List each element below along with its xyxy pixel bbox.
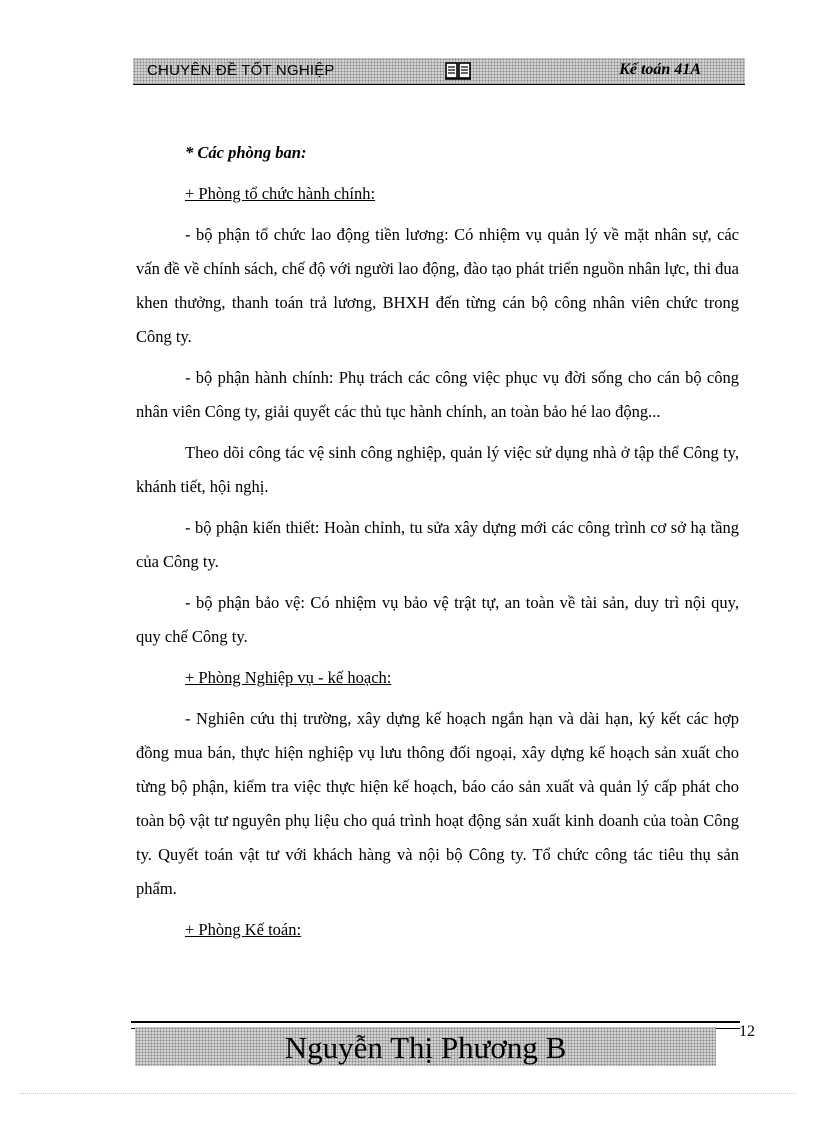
paragraph-security: - bộ phận bảo vệ: Có nhiệm vụ bảo vệ trật tự, an toàn về tài sản, duy trì nội quy, quy chế Công ty. (136, 593, 739, 646)
subheading-admin-department: + Phòng tổ chức hành chính: (185, 184, 376, 203)
paragraph-planning: - Nghiên cứu thị trường, xây dựng kế hoạch ngắn hạn và dài hạn, ký kết các hợp đồng mua bán, thực hiện nghiệp vụ lưu thông đối ngoại, xây dựng kế hoạch sản xuất cho từng bộ phận, kiểm tra việc thực hiện kế hoạch, báo cáo sản xuất và quản lý cấp phát cho toàn bộ vật tư nguyên phụ liệu cho quá trình hoạt động sản xuất kinh doanh của toàn Công ty. Quyết toán vật tư với khách hàng và nội bộ Công ty. Tổ chức công tác tiêu thụ sản phẩm. (136, 709, 739, 898)
author-name: Nguyễn Thị Phương B (284, 1030, 567, 1065)
header-class-label: Kế toán 41A (619, 61, 701, 78)
subheading-planning-department: + Phòng Nghiệp vụ - kế hoạch: (185, 668, 392, 687)
page-footer (135, 1027, 716, 1066)
page-header (133, 58, 745, 85)
paragraph-construction: - bộ phận kiến thiết: Hoàn chỉnh, tu sửa xây dựng mới các công trình cơ sở hạ tầng của Công ty. (136, 518, 739, 571)
page-bottom-divider (20, 1093, 796, 1094)
section-title: * Các phòng ban: (185, 143, 307, 162)
paragraph-labor-wages: - bộ phận tổ chức lao động tiền lương: Có nhiệm vụ quản lý về mặt nhân sự, các vấn đề về chính sách, chế độ với người lao động, đào tạo phát triển nguồn nhân lực, thi đua khen thưởng, thanh toán trả lương, BHXH đến từng cán bộ công nhân viên chức trong Công ty. (136, 225, 739, 346)
document-body (136, 136, 739, 954)
paragraph-sanitation: Theo dõi công tác vệ sinh công nghiệp, quản lý việc sử dụng nhà ở tập thể Công ty, khánh tiết, hội nghị. (136, 443, 739, 496)
paragraph-administration: - bộ phận hành chính: Phụ trách các công việc phục vụ đời sống cho cán bộ công nhân viên Công ty, giải quyết các thủ tục hành chính, an toàn bảo hé lao động... (136, 368, 739, 421)
page-number: 12 (739, 1023, 755, 1040)
book-icon (445, 62, 471, 80)
header-title: CHUYÊN ĐỀ TỐT NGHIỆP (147, 62, 335, 79)
subheading-accounting-department: + Phòng Kế toán: (185, 920, 302, 939)
